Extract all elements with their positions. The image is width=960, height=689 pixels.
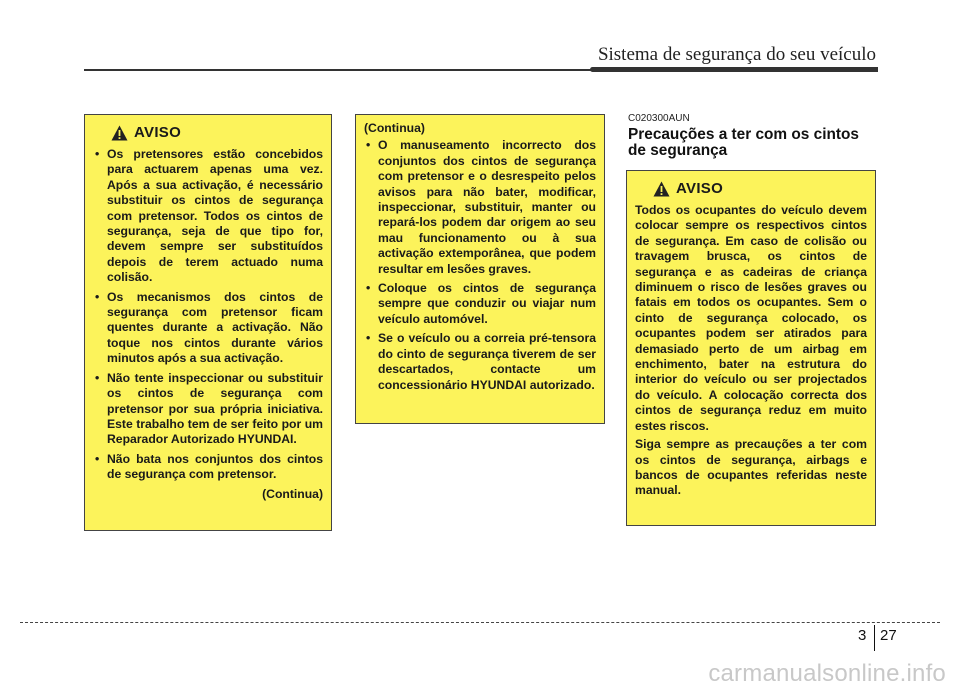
continued-label: (Continua) (364, 121, 425, 135)
list-item: • Os mecanismos dos cintos de segurança com pretensor ficam quentes durante a activação. Não toque nos cintos durante vários minutos após a sua activação. (93, 290, 323, 367)
warning-box-seatbelt-precautions (626, 170, 876, 526)
section-heading: Precauções a ter com os cintos de segurança (628, 126, 859, 159)
page-number-separator (874, 625, 875, 651)
warning-paragraph: Siga sempre as precauções a ter com os cintos de segurança, airbags e bancos de ocupantes referidas neste manual. (635, 437, 867, 498)
continues-label: (Continua) (262, 486, 323, 501)
list-item: • Os pretensores estão concebidos para actuarem apenas uma vez. Após a sua activação, é necessário substituir os cintos de segurança com pretensor. Todos os cintos de segurança, seja de que tipo for, devem sempre ser substituídos depois de terem actuado numa colisão. (93, 147, 323, 286)
page-number: 27 (880, 627, 897, 644)
list-item: • O manuseamento incorrecto dos conjuntos dos cintos de segurança com pretensor e o desrespeito pelos avisos para não bater, modificar, inspeccionar, substituir, manter ou repará-los podem dar origem ao seu mau funcionamento ou à sua activação extemporânea, que podem resultar em lesões graves. (364, 138, 596, 277)
chapter-number: 3 (858, 627, 867, 644)
warning-list (93, 147, 323, 483)
list-item: • Se o veículo ou a correia pré-tensora do cinto de segurança tiverem de ser descartados, contacte um concessionário HYUNDAI autorizado. (364, 331, 596, 393)
list-item: • Não tente inspeccionar ou substituir os cintos de segurança com pretensor por sua própria iniciativa. Este trabalho tem de ser feito por um Reparador Autorizado HYUNDAI. (93, 371, 323, 448)
warning-box-pretensioners (84, 114, 332, 531)
list-item: • Coloque os cintos de segurança sempre que conduzir ou viajar num veículo automóvel. (364, 281, 596, 327)
page-header-title: Sistema de segurança do seu veículo (597, 44, 876, 65)
warning-box-continued (355, 114, 605, 424)
warning-title: AVISO (134, 124, 182, 142)
watermark: carmanualsonline.info (708, 660, 946, 687)
warning-heading (653, 181, 867, 197)
warning-title: AVISO (676, 180, 724, 198)
warning-list (364, 138, 596, 393)
warning-triangle-icon (653, 181, 670, 197)
warning-paragraph: Todos os ocupantes do veículo devem colocar sempre os respectivos cintos de segurança. Em caso de colisão ou travagem brusca, os cintos de segurança e as cadeiras de criança diminuem o risco de lesões graves ou fatais em todos os ocupantes. Sem o cinto de segurança colocado, os ocupantes podem ser atirados para demasiado perto de um airbag em enchimento, bater na estrutura do interior do veículo ou ser projectados do veículo. A colocação correcta dos cintos de segurança reduz em muito estes riscos. (635, 203, 867, 433)
warning-triangle-icon (111, 125, 128, 141)
warning-heading (111, 125, 323, 141)
header-bar (590, 67, 878, 72)
section-code: C020300AUN (628, 113, 690, 124)
list-item: • Não bata nos conjuntos dos cintos de segurança com pretensor. (93, 452, 323, 483)
footer-rule (20, 622, 940, 623)
